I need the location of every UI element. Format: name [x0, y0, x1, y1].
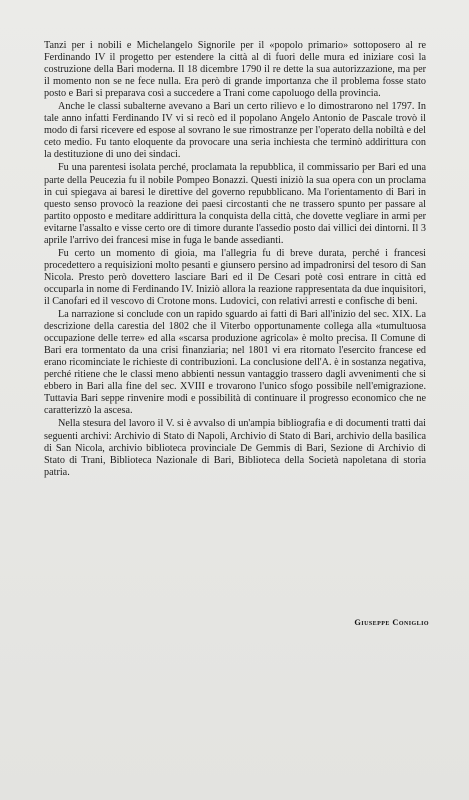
paragraph-3: Fu una parentesi isolata perché, proclamata la repubblica, il commissario per Bari ed una parte della Peucezia fu il nobile Pompeo Bonazzi. Questi iniziò la sua opera con un proclama in cui spiegava ai baresi le direttive del governo repubblicano. Ma l'orientamento di Bari in questo senso provocò la reazione dei paesi circostanti che ne trassero spunto per passare al partito opposto e meditare addirittura la conquista della città, che dovette vegliare in armi per evitarne l'assalto e visse certo ore di timore durante l'assedio posto dai villici dei dintorni. Il 3 aprile l'arrivo dei francesi mise in fuga le bande assedianti.	[44, 162, 426, 246]
paragraph-1: Tanzi per i nobili e Michelangelo Signorile per il «popolo primario» sottoposero al re Ferdinando IV il progetto per estendere la città al di fuori delle mura ed iniziare così la costruzione della Bari moderna. Il 18 dicembre 1790 il re dette la sua autorizzazione, ma per il momento non se ne fece nulla. Era però di grande importanza che il problema fosse stato posto e Bari si preparava così a succedere a Trani come capoluogo della provincia.	[44, 40, 426, 100]
paragraph-4: Fu certo un momento di gioia, ma l'allegria fu di breve durata, perché i francesi procedettero a requisizioni molto pesanti e giunsero persino ad impadronirsi del tesoro di San Nicola. Presto però dovettero lasciare Bari ed il De Cesari potè così entrare in città ed occuparla in nome di Ferdinando IV. Iniziò allora la reazione rappresentata da due inquisitori, il Canofari ed il vescovo di Crotone mons. Ludovici, con relativi arresti e confische di beni.	[44, 247, 426, 307]
paragraph-5: La narrazione si conclude con un rapido sguardo ai fatti di Bari all'inizio del sec. XIX. La descrizione della carestia del 1802 che il Viterbo opportunamente collega alla «tumultuosa occupazione delle terre» ed alla «scarsa produzione agricola» è molto precisa. Il Comune di Bari era tormentato da una crisi finanziaria; nel 1801 vi era ritornato l'esercito francese ed erano ricominciate le richieste di contribuzioni. La conclusione dell'A. è in sostanza negativa, perché ritiene che le classi meno abbienti nessun vantaggio trassero dagli avvenimenti che si ebbero in Bari alla fine del sec. XVIII e trovarono l'unico sfogo possibile nell'emigrazione. Tuttavia Bari seppe rinvenire modi e possibilità di continuare il progresso economico che ne caratterizzò la ascesa.	[44, 309, 426, 417]
author-signature: Giuseppe Coniglio	[354, 618, 429, 627]
article-text	[44, 40, 426, 479]
paragraph-2: Anche le classi subalterne avevano a Bari un certo rilievo e lo dimostrarono nel 1797. In tale anno infatti Ferdinando IV vi si recò ed il popolano Angelo Antonio de Pascale trovò il modo di farsi ricevere ed espose al sovrano le sue rimostranze per l'operato della nobiltà e del ceto medio. Fu tanto eloquente da provocare una seria inchiesta che terminò addirittura con la destituzione di uno dei sindaci.	[44, 101, 426, 161]
paragraph-6: Nella stesura del lavoro il V. si è avvalso di un'ampia bibliografia e di documenti tratti dai seguenti archivi: Archivio di Stato di Napoli, Archivio di Stato di Bari, archivio della basilica di San Nicola, archivio biblioteca provinciale De Gemmis di Bari, Sezione di Archivio di Stato di Trani, Biblioteca Nazionale di Bari, Biblioteca della Società napoletana di storia patria.	[44, 418, 426, 478]
